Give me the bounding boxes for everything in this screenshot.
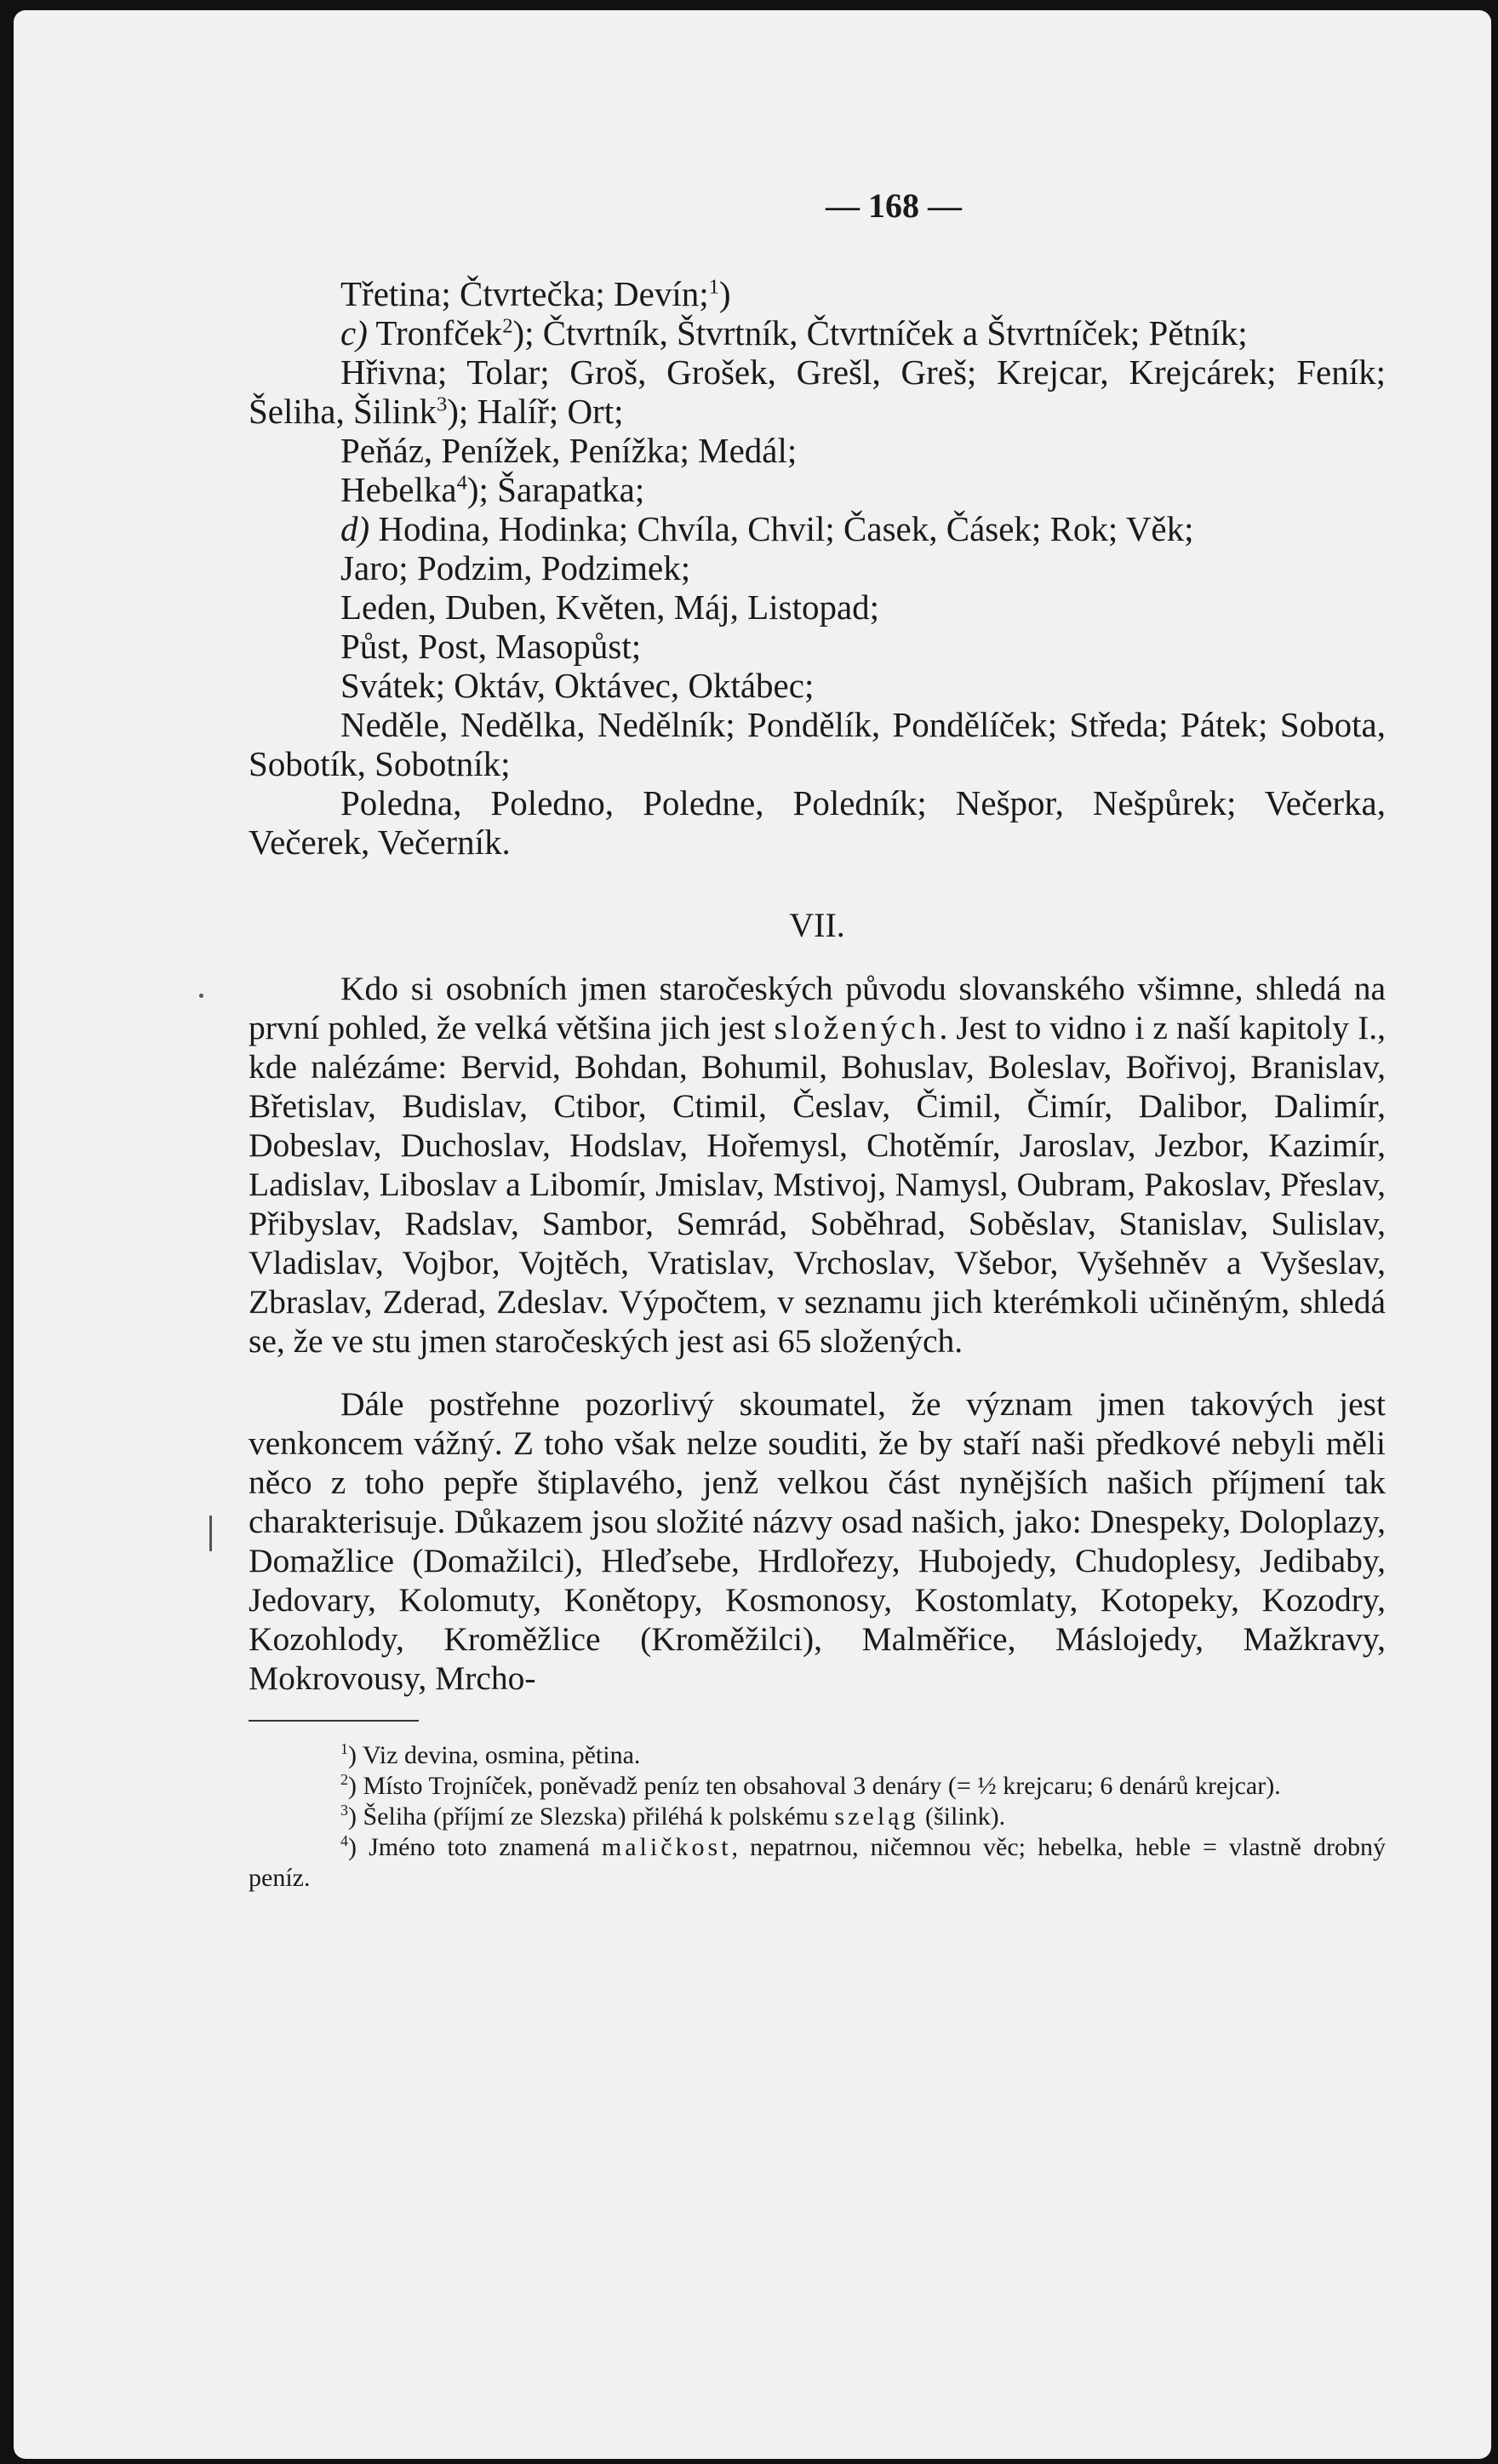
- text-block: [249, 181, 1386, 1894]
- item-label-c: c): [340, 313, 368, 352]
- footnote-2: $^2$) Místo Trojníček, poněvadž peníz ten obsahoval 3 denáry (= ½ krejcaru; 6 denárů krejcar).: [340, 1771, 1281, 1800]
- list-line-1: Třetina; Čtvrtečka; Devín;$^1$): [340, 274, 731, 313]
- emphasis-spaced: maličkost: [601, 1833, 732, 1861]
- list-line-8: Leden, Duben, Květen, Máj, Listopad;: [340, 587, 880, 627]
- footnote-3: $^3$) Šeliha (příjmí ze Slezska) přiléhá k polskému szeląg (šilink).: [340, 1802, 1006, 1831]
- list-line-4: Peňáz, Penížek, Penížka; Medál;: [340, 431, 798, 470]
- footnote-ref-4: 4: [456, 471, 467, 495]
- item-label-d: d): [340, 509, 370, 548]
- section-body: [249, 969, 1386, 1698]
- section-list: [249, 274, 1386, 862]
- list-line-3: Hřivna; Tolar; Groš, Grošek, Grešl, Greš; Krejcar, Krejcárek; Feník; Šeliha, Šilink$^3$); Halíř; Ort;: [249, 352, 1386, 431]
- paragraph-2: Dále postřehne pozorlivý skoumatel, že význam jmen takových jest venkoncem vážný. Z toho však nelze souditi, že by staří naši předkové nebyli měli něco z toho pepře štiplavého, jenž velkou část nynějších našich příjmení tak charakterisuje. Důkazem jsou složité názvy osad našich, jako: Dnespeky, Doloplazy, Domažlice (Domažilci), Hleďsebe, Hrdlořezy, Hubojedy, Chudoplesy, Jedibaby, Jedovary, Kolomuty, Konětopy, Kosmonosy, Kostomlaty, Kotopeky, Kozodry, Kozohlody, Kroměžlice (Kroměžilci), Malměřice, Máslojedy, Mažkravy, Mokrovousy, Mrcho-: [249, 1385, 1386, 1697]
- footnote-1: $^1$) Viz devina, osmina, pětina.: [340, 1740, 641, 1769]
- footnote-ref-2: 2: [502, 314, 513, 338]
- book-page: [14, 10, 1491, 2459]
- margin-dot: [199, 994, 203, 998]
- emphasis-spaced: szeląg: [834, 1802, 919, 1831]
- list-line-2: c) Tronfček$^2$); Čtvrtník, Štvrtník, Čtvrtníček a Štvrtníček; Pětník;: [340, 313, 1248, 352]
- page-number: — 168 —: [826, 186, 962, 225]
- list-line-12: Poledna, Poledno, Poledne, Poledník; Nešpor, Nešpůrek; Večerka, Večerek, Večerník.: [249, 783, 1386, 862]
- footnote-4: $^4$) Jméno toto znamená maličkost, nepatrnou, ničemnou věc; hebelka, heble = vlastně drobný peníz.: [249, 1832, 1386, 1892]
- list-line-9: Půst, Post, Masopůst;: [340, 627, 642, 666]
- emphasis-spaced: složených: [774, 1009, 940, 1046]
- paragraph-1: Kdo si osobních jmen staročeských původu slovanského všimne, shledá na první pohled, že velká většina jich jest složených. Jest to vidno i z naší kapitoly I., kde nalézáme: Bervid, Bohdan, Bohumil, Bohuslav, Boleslav, Bořivoj, Branislav, Břetislav, Budislav, Ctibor, Ctimil, Česlav, Čimil, Čimír, Dalibor, Dalimír, Dobeslav, Duchoslav, Hodslav, Hořemysl, Chotěmír, Jaroslav, Jezbor, Kazimír, Ladislav, Liboslav a Libomír, Jmislav, Mstivoj, Namysl, Oubram, Pakoslav, Přeslav, Přibyslav, Radslav, Sambor, Semrád, Soběhrad, Soběslav, Stanislav, Sulislav, Vladislav, Vojbor, Vojtěch, Vratislav, Vrchoslav, Všebor, Vyšehněv a Vyšeslav, Zbraslav, Zderad, Zdeslav. Výpočtem, v seznamu jich kterémkoli učiněným, shledá se, že ve stu jmen staročeských jest asi 65 složených.: [249, 970, 1386, 1360]
- list-line-6: d) Hodina, Hodinka; Chvíla, Chvil; Časek, Čásek; Rok; Věk;: [340, 509, 1194, 548]
- footnotes: [249, 1740, 1386, 1894]
- footnote-ref-3: 3: [436, 393, 448, 416]
- list-line-7: Jaro; Podzim, Podzimek;: [340, 548, 691, 587]
- list-line-10: Svátek; Oktáv, Oktávec, Oktábec;: [340, 666, 815, 705]
- margin-mark: [209, 1516, 212, 1551]
- section-heading: VII.: [789, 906, 845, 944]
- footnote-divider: [249, 1720, 419, 1722]
- list-line-11: Neděle, Nedělka, Nedělník; Pondělík, Pondělíček; Středa; Pátek; Sobota, Sobotík, Sobotník;: [249, 705, 1386, 783]
- footnote-ref-1: 1: [708, 275, 719, 299]
- list-line-5: Hebelka$^4$); Šarapatka;: [340, 470, 645, 509]
